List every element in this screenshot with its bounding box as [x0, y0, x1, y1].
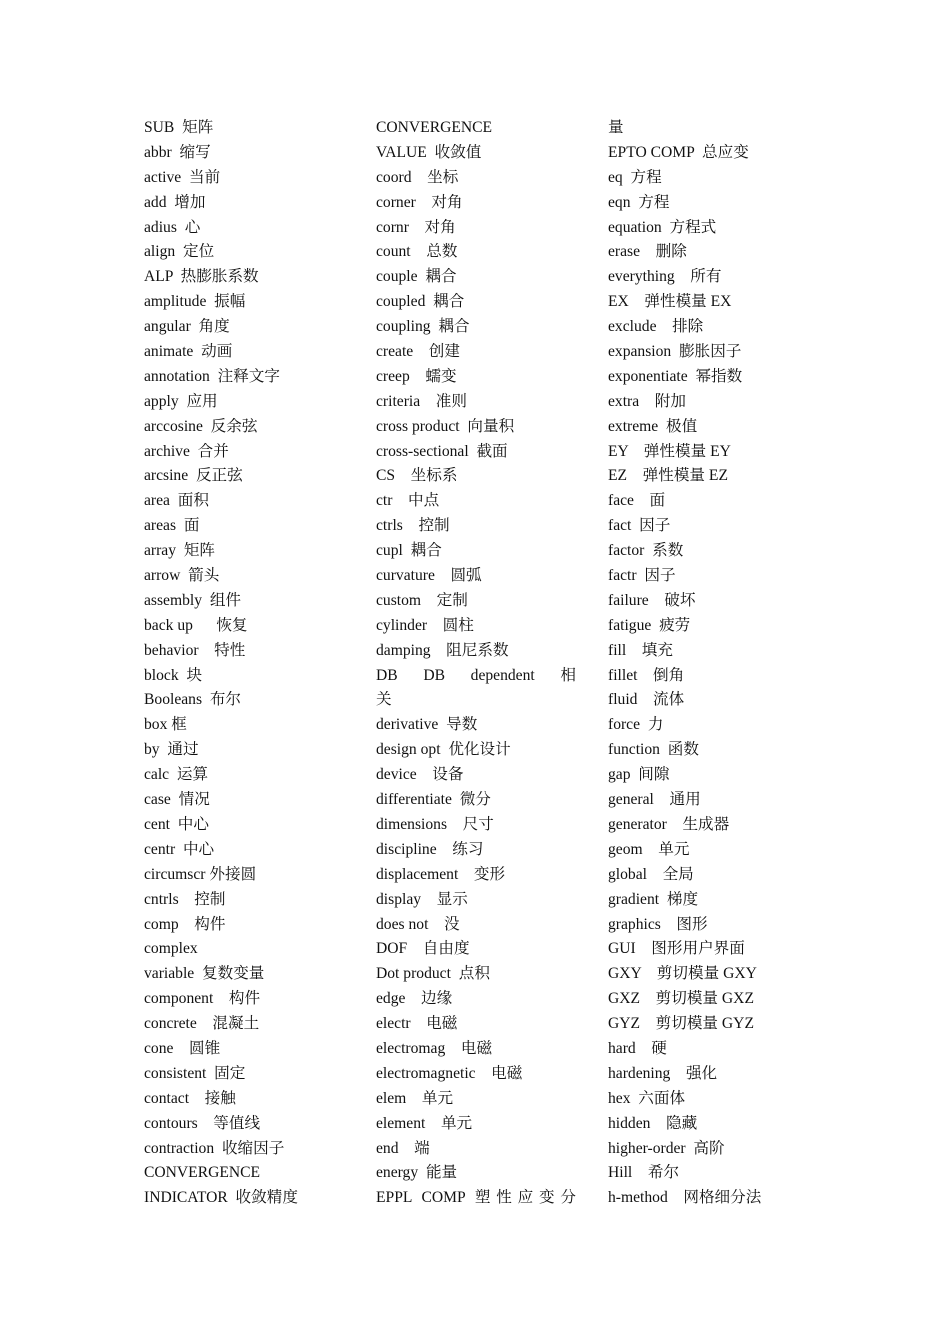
glossary-entry: general 通用 [608, 791, 701, 809]
glossary-entry: Booleans 布尔 [144, 691, 242, 709]
glossary-entry: generator 生成器 [608, 815, 730, 833]
glossary-entry: elem 单元 [376, 1089, 454, 1107]
glossary-entry: h-method 网格细分法 [608, 1189, 762, 1207]
glossary-entry: criteria 准则 [376, 392, 467, 410]
glossary-entry: 量 [608, 119, 624, 136]
glossary-entry: eqn 方程 [608, 193, 670, 211]
glossary-entry: dimensions 尺寸 [376, 815, 494, 833]
glossary-entry: hidden 隐藏 [608, 1114, 698, 1132]
glossary-entry: exclude 排除 [608, 318, 704, 336]
glossary-entry: device 设备 [376, 766, 464, 784]
glossary-entry: force 力 [608, 716, 664, 734]
glossary-entry: higher-order 高阶 [608, 1139, 725, 1157]
glossary-entry: differentiate 微分 [376, 791, 491, 809]
glossary-entry: assembly 组件 [144, 591, 242, 609]
glossary-entry: EX 弹性模量 EX [608, 293, 732, 311]
glossary-entry: fillet 倒角 [608, 666, 685, 684]
glossary-entry: cupl 耦合 [376, 542, 442, 560]
glossary-entry: areas 面 [144, 517, 200, 535]
glossary-entry: geom 单元 [608, 840, 690, 858]
glossary-entry: abbr 缩写 [144, 143, 211, 161]
glossary-entry: couple 耦合 [376, 268, 457, 286]
glossary-entry: EZ 弹性模量 EZ [608, 467, 728, 485]
glossary-entry: back up 恢复 [144, 616, 248, 634]
glossary-entry: displacement 变形 [376, 865, 506, 883]
glossary-entry: DB DB dependent 相 [376, 666, 576, 684]
glossary-entry: element 单元 [376, 1114, 473, 1132]
glossary-entry: damping 阻尼系数 [376, 641, 509, 659]
glossary-entry: cornr 对角 [376, 218, 456, 236]
glossary-entry: electr 电磁 [376, 1015, 458, 1033]
glossary-entry: variable 复数变量 [144, 965, 265, 983]
glossary-entry: CS 坐标系 [376, 467, 458, 485]
glossary-entry: EPPL COMP 塑性应变分 [376, 1189, 576, 1207]
glossary-entry: calc 运算 [144, 766, 209, 784]
glossary-entry: complex [144, 940, 198, 958]
glossary-entry: cent 中心 [144, 815, 209, 833]
glossary-entry: cross product 向量积 [376, 417, 515, 435]
glossary-entry: erase 删除 [608, 243, 687, 261]
glossary-entry: electromag 电磁 [376, 1039, 493, 1057]
glossary-entry: fatigue 疲劳 [608, 616, 691, 634]
glossary-entry: cone 圆锥 [144, 1039, 221, 1057]
glossary-entry: design opt 优化设计 [376, 741, 511, 759]
glossary-entry: comp 构件 [144, 915, 226, 933]
glossary-entry: end 端 [376, 1139, 430, 1157]
glossary-entry: area 面积 [144, 492, 209, 510]
glossary-entry: cylinder 圆柱 [376, 616, 474, 634]
glossary-entry: hard 硬 [608, 1039, 667, 1057]
glossary-column-3 [608, 116, 840, 1211]
glossary-entry: electromagnetic 电磁 [376, 1064, 523, 1082]
glossary-entry: eq 方程 [608, 168, 662, 186]
glossary-entry: hardening 强化 [608, 1064, 718, 1082]
glossary-entry: contours 等值线 [144, 1114, 261, 1132]
glossary-entry: face 面 [608, 492, 666, 510]
glossary-entry: graphics 图形 [608, 915, 708, 933]
glossary-entry: array 矩阵 [144, 542, 216, 560]
glossary-entry: arcsine 反正弦 [144, 467, 243, 485]
glossary-entry: behavior 特性 [144, 641, 246, 659]
glossary-entry: apply 应用 [144, 392, 218, 410]
glossary-entry: equation 方程式 [608, 218, 717, 236]
glossary-entry: factor 系数 [608, 542, 684, 560]
glossary-entry: arrow 箭头 [144, 567, 220, 585]
glossary-entry: count 总数 [376, 243, 458, 261]
glossary-entry: edge 边缘 [376, 990, 453, 1008]
glossary-entry: VALUE 收敛值 [376, 143, 482, 161]
glossary-entry: hex 六面体 [608, 1089, 686, 1107]
glossary-entry: SUB 矩阵 [144, 119, 214, 136]
glossary-entry: contraction 收缩因子 [144, 1139, 285, 1157]
glossary-entry: animate 动画 [144, 343, 233, 361]
glossary-entry: block 块 [144, 666, 203, 684]
glossary-entry: DOF 自由度 [376, 940, 470, 958]
glossary-entry: circumscr 外接圆 [144, 865, 257, 883]
glossary-entry: fluid 流体 [608, 691, 685, 709]
glossary-entry: factr 因子 [608, 567, 676, 585]
glossary-entry: add 增加 [144, 193, 206, 211]
glossary-entry: EY 弹性模量 EY [608, 442, 731, 460]
glossary-entry: display 显示 [376, 890, 468, 908]
glossary-entry: box 框 [144, 716, 187, 734]
glossary-entry: GYZ 剪切模量 GYZ [608, 1015, 754, 1033]
glossary-entry: CONVERGENCE [376, 119, 493, 136]
glossary-entry: concrete 混凝土 [144, 1015, 260, 1033]
glossary-entry: function 函数 [608, 741, 699, 759]
glossary-entry: coupled 耦合 [376, 293, 465, 311]
glossary-entry: global 全局 [608, 865, 694, 883]
glossary-entry: curvature 圆弧 [376, 567, 482, 585]
glossary-entry: create 创建 [376, 343, 460, 361]
glossary-column-1 [144, 116, 376, 1211]
glossary-entry: gradient 梯度 [608, 890, 699, 908]
glossary-entry: GUI 图形用户界面 [608, 940, 745, 958]
glossary-entry: archive 合并 [144, 442, 229, 460]
glossary-entry: adius 心 [144, 218, 201, 236]
glossary-entry: extra 附加 [608, 392, 686, 410]
glossary-entry: align 定位 [144, 243, 215, 261]
glossary-entry: by 通过 [144, 741, 199, 759]
glossary-entry: amplitude 振幅 [144, 293, 246, 311]
glossary-entry: 关 [376, 691, 392, 709]
glossary-entry: GXY 剪切模量 GXY [608, 965, 757, 983]
glossary-entry: GXZ 剪切模量 GXZ [608, 990, 754, 1008]
glossary-entry: creep 蠕变 [376, 367, 457, 385]
glossary-entry: case 情况 [144, 791, 210, 809]
glossary-entry: coupling 耦合 [376, 318, 470, 336]
glossary-entry: exponentiate 幂指数 [608, 367, 743, 385]
glossary-entry: fact 因子 [608, 517, 671, 535]
glossary-entry: custom 定制 [376, 591, 468, 609]
glossary-entry: INDICATOR 收敛精度 [144, 1189, 298, 1207]
glossary-entry: discipline 练习 [376, 840, 484, 858]
glossary-entry: Dot product 点积 [376, 965, 490, 983]
glossary-entry: ALP 热膨胀系数 [144, 268, 259, 286]
glossary-entry: fill 填充 [608, 641, 673, 659]
glossary-entry: cross-sectional 截面 [376, 442, 508, 460]
glossary-entry: ctrls 控制 [376, 517, 450, 535]
glossary-entry: consistent 固定 [144, 1064, 246, 1082]
glossary-entry: component 构件 [144, 990, 261, 1008]
glossary-entry: arccosine 反余弦 [144, 417, 258, 435]
glossary-entry: failure 破坏 [608, 591, 696, 609]
glossary-entry: EPTO COMP 总应变 [608, 143, 749, 161]
glossary-entry: annotation 注释文字 [144, 367, 280, 385]
glossary-entry: Hill 希尔 [608, 1164, 680, 1182]
glossary-entry: contact 接触 [144, 1089, 236, 1107]
glossary-entry: does not 没 [376, 915, 460, 933]
glossary-entry: centr 中心 [144, 840, 215, 858]
glossary-entry: coord 坐标 [376, 168, 459, 186]
glossary-entry: gap 间隙 [608, 766, 670, 784]
glossary-column-2 [376, 116, 576, 1211]
glossary-entry: corner 对角 [376, 193, 463, 211]
glossary-entry: energy 能量 [376, 1164, 458, 1182]
glossary-entry: extreme 极值 [608, 417, 698, 435]
glossary-entry: derivative 导数 [376, 716, 478, 734]
glossary-entry: cntrls 控制 [144, 890, 226, 908]
glossary-entry: active 当前 [144, 168, 221, 186]
glossary-entry: CONVERGENCE [144, 1164, 261, 1182]
glossary-entry: ctr 中点 [376, 492, 440, 510]
glossary-entry: everything 所有 [608, 268, 722, 286]
glossary-entry: angular 角度 [144, 318, 230, 336]
glossary-entry: expansion 膨胀因子 [608, 343, 742, 361]
